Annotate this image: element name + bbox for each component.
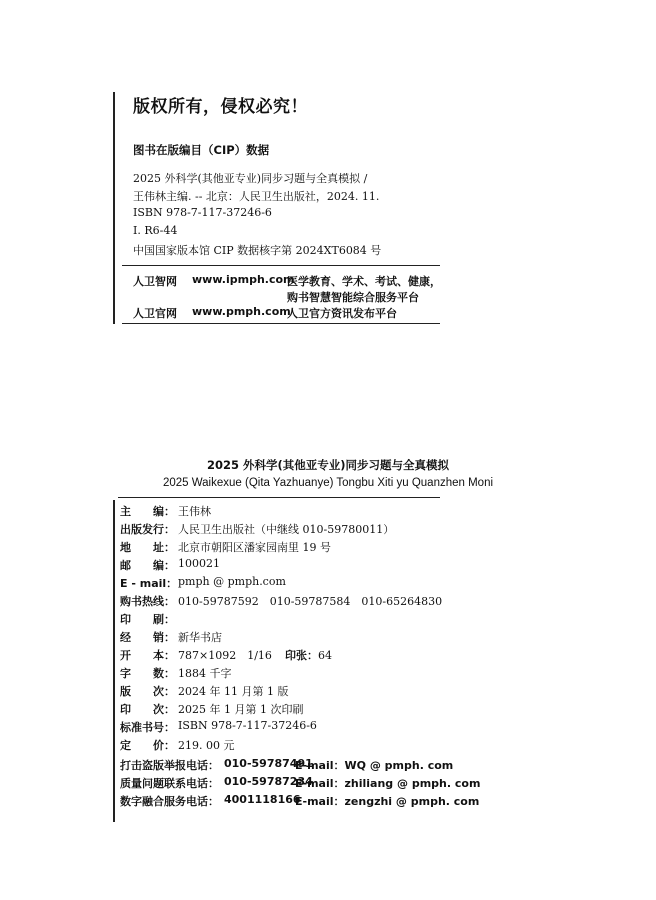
book-title-chinese: 2025 外科学(其他亚专业)同步习题与全真模拟	[206, 458, 450, 472]
website-box	[122, 265, 440, 324]
info-label: 字 数：	[120, 667, 175, 680]
info-value: 人民卫生出版社（中继线 010-59780011）	[178, 523, 395, 536]
info-value: 010-59787592 010-59787584 010-65264830	[178, 595, 443, 608]
info-value: 787×1092 1/16	[178, 649, 272, 662]
info-value: 北京市朝阳区潘家园南里 19 号	[178, 541, 331, 554]
cip-line: 王伟林主编. -- 北京：人民卫生出版社，2024. 11.	[133, 190, 380, 203]
contact-email[interactable]: E-mail：WQ @ pmph. com	[295, 759, 454, 772]
cip-line: ISBN 978-7-117-37246-6	[133, 206, 272, 219]
contact-phone: 4001118166	[224, 793, 301, 806]
website-desc: 购书智慧智能综合服务平台	[287, 291, 419, 304]
cip-line: Ⅰ. R6-44	[133, 224, 178, 237]
cip-line: 2025 外科学(其他亚专业)同步习题与全真模拟 /	[133, 172, 368, 185]
copyright-notice: 版权所有，侵权必究！	[133, 97, 308, 117]
contact-email[interactable]: E-mail：zengzhi @ pmph. com	[295, 795, 480, 808]
info-value: 新华书店	[178, 631, 222, 644]
info-value: 2024 年 11 月第 1 版	[178, 685, 289, 698]
info-label: 主 编：	[120, 505, 175, 518]
info-label: 定 价：	[120, 739, 175, 752]
info-label: 标准书号：	[120, 721, 175, 734]
website-name: 人卫智网	[133, 275, 177, 288]
contact-phone: 010-59787491	[224, 757, 313, 770]
info-label: 经 销：	[120, 631, 175, 644]
info-label: 印 刷：	[120, 613, 175, 626]
info-label: 印 次：	[120, 703, 175, 716]
sheets-label: 印张：	[285, 649, 318, 662]
info-label: 开 本：	[120, 649, 175, 662]
info-label: 地 址：	[120, 541, 175, 554]
info-value: 219. 00 元	[178, 739, 235, 752]
website-url[interactable]: www.ipmph.com	[192, 273, 295, 286]
title-rule	[118, 497, 440, 498]
info-value: 100021	[178, 557, 220, 570]
website-name: 人卫官网	[133, 307, 177, 320]
website-desc: 医学教育、学术、考试、健康，	[287, 275, 441, 288]
sheets-count	[285, 647, 332, 663]
info-label: E - mail：	[120, 577, 178, 590]
info-value: 王伟林	[178, 505, 211, 518]
sheets-value: 64	[318, 649, 332, 662]
info-value[interactable]: pmph @ pmph.com	[178, 575, 286, 588]
info-label: 购书热线：	[120, 595, 175, 608]
contact-label: 打击盗版举报电话：	[120, 759, 219, 772]
contact-email[interactable]: E-mail：zhiliang @ pmph. com	[295, 777, 481, 790]
cip-title: 图书在版编目（CIP）数据	[133, 143, 270, 157]
contact-phone: 010-59787234	[224, 775, 313, 788]
contact-label: 质量问题联系电话：	[120, 777, 219, 790]
website-url[interactable]: www.pmph.com	[192, 305, 291, 318]
left-rule-bottom	[113, 500, 115, 822]
info-value: 2025 年 1 月第 1 次印刷	[178, 703, 304, 716]
book-title-pinyin: 2025 Waikexue (Qita Yazhuanye) Tongbu Xiti yu Quanzhen Moni	[162, 477, 494, 489]
cip-line: 中国国家版本馆 CIP 数据核字第 2024XT6084 号	[133, 244, 382, 257]
info-label: 邮 编：	[120, 559, 175, 572]
website-desc: 人卫官方资讯发布平台	[287, 307, 397, 320]
left-rule-top	[113, 92, 115, 324]
info-label: 版 次：	[120, 685, 175, 698]
info-value: 1884 千字	[178, 667, 232, 680]
contact-label: 数字融合服务电话：	[120, 795, 219, 808]
info-value: ISBN 978-7-117-37246-6	[178, 719, 317, 732]
info-label: 出版发行：	[120, 523, 175, 536]
